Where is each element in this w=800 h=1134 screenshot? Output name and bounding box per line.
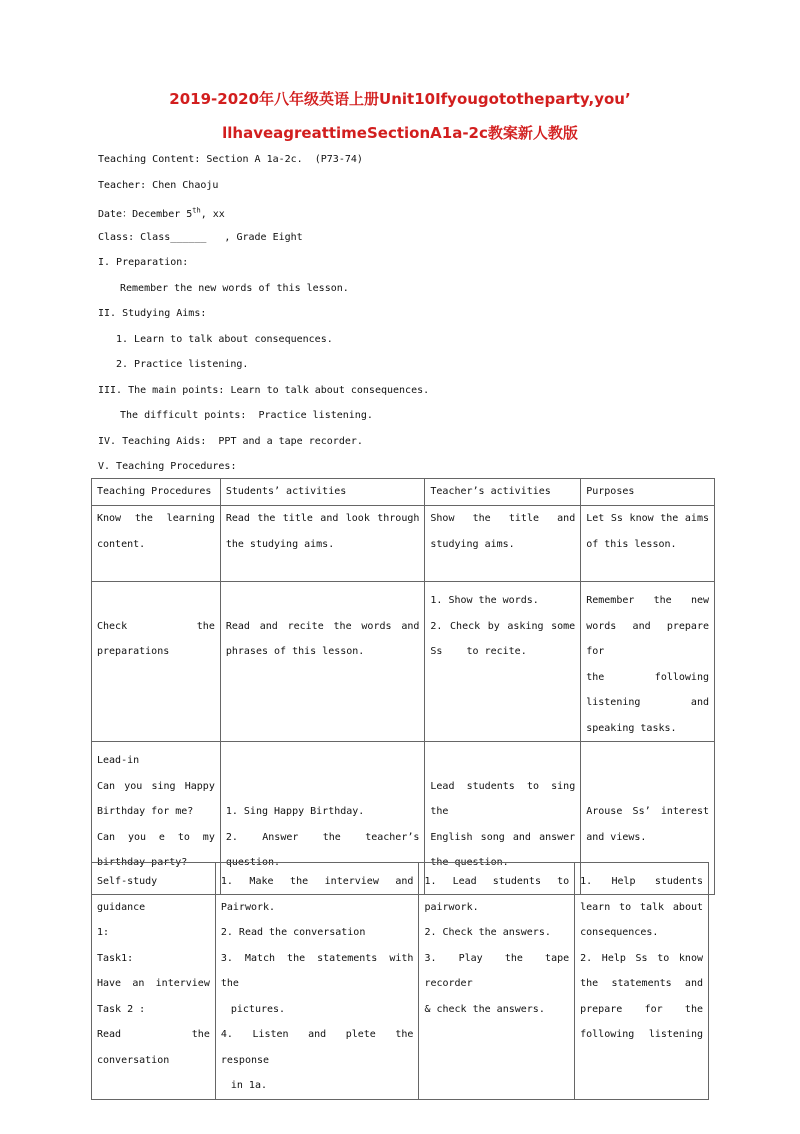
section-studying-aims: II. Studying Aims:: [98, 308, 207, 319]
section-preparation: I. Preparation:: [98, 257, 189, 268]
row2-purpose: Remember the new words and prepare for the following listening and speaking tasks.: [581, 582, 715, 742]
self-study-table: [91, 862, 709, 1100]
table-row: [92, 506, 715, 582]
row3-teacher: Lead students to sing the English song and answer the question.: [425, 742, 581, 895]
difficult-points: The difficult points: Practice listening.: [120, 410, 373, 421]
row3-students: 1. Sing Happy Birthday. 2. Answer the teacher’s question.: [220, 742, 425, 895]
self-study-purpose: 1. Help students learn to talk about consequences. 2. Help Ss to know the statements and prepare for the following listening: [575, 863, 709, 1100]
row3-procedure: Lead-in Can you sing Happy Birthday for me? Can you e to my birthday party?: [92, 742, 221, 895]
section-main-points: III. The main points: Learn to talk about consequences.: [98, 385, 430, 396]
procedures-table: [91, 478, 715, 895]
row2-students: Read and recite the words and phrases of this lesson.: [220, 582, 425, 742]
preparation-text: Remember the new words of this lesson.: [120, 283, 349, 294]
document-title-line2: llhaveagreattimeSectionA1a-2c教案新人教版: [222, 124, 578, 142]
table-row: [92, 863, 709, 1100]
table-row: [92, 582, 715, 742]
teacher-name: Teacher: Chen Chaoju: [98, 180, 219, 191]
row1-teacher: Show the title and studying aims.: [425, 506, 581, 582]
row1-purpose: Let Ss know the aims of this lesson.: [581, 506, 715, 582]
self-study-teacher: 1. Lead students to pairwork. 2. Check the answers. 3. Play the tape recorder & check the answers.: [419, 863, 575, 1100]
header-teacher: Teacher’s activities: [425, 479, 581, 506]
section-teaching-aids: IV. Teaching Aids: PPT and a tape recorder.: [98, 436, 363, 447]
header-students: Students’ activities: [220, 479, 425, 506]
header-purposes: Purposes: [581, 479, 715, 506]
row3-purpose: Arouse Ss’ interest and views.: [581, 742, 715, 895]
self-study-procedure: Self-study guidance 1: Task1: Have an interview Task 2 : Read the conversation: [92, 863, 216, 1100]
row1-students: Read the title and look through the studying aims.: [220, 506, 425, 582]
aim-1: 1. Learn to talk about consequences.: [116, 334, 333, 345]
aim-2: 2. Practice listening.: [116, 359, 249, 370]
row2-teacher: 1. Show the words. 2. Check by asking some Ss to recite.: [425, 582, 581, 742]
lesson-date: Date：December 5th, xx: [98, 206, 225, 220]
teaching-content: Teaching Content: Section A 1a-2c. (P73-74): [98, 154, 363, 165]
document-title-line1: 2019-2020年八年级英语上册Unit10Ifyougototheparty,you’: [169, 90, 631, 108]
class-info: Class: Class______ , Grade Eight: [98, 232, 303, 243]
table-header-row: [92, 479, 715, 506]
header-procedures: Teaching Procedures: [92, 479, 221, 506]
row1-procedure: Know the learning content.: [92, 506, 221, 582]
section-teaching-procedures: V. Teaching Procedures:: [98, 461, 237, 472]
self-study-students: 1. Make the interview and Pairwork. 2. Read the conversation 3. Match the statements with the pictures. 4. Listen and plete the response in 1a.: [215, 863, 419, 1100]
row2-procedure: Check the preparations: [92, 582, 221, 742]
